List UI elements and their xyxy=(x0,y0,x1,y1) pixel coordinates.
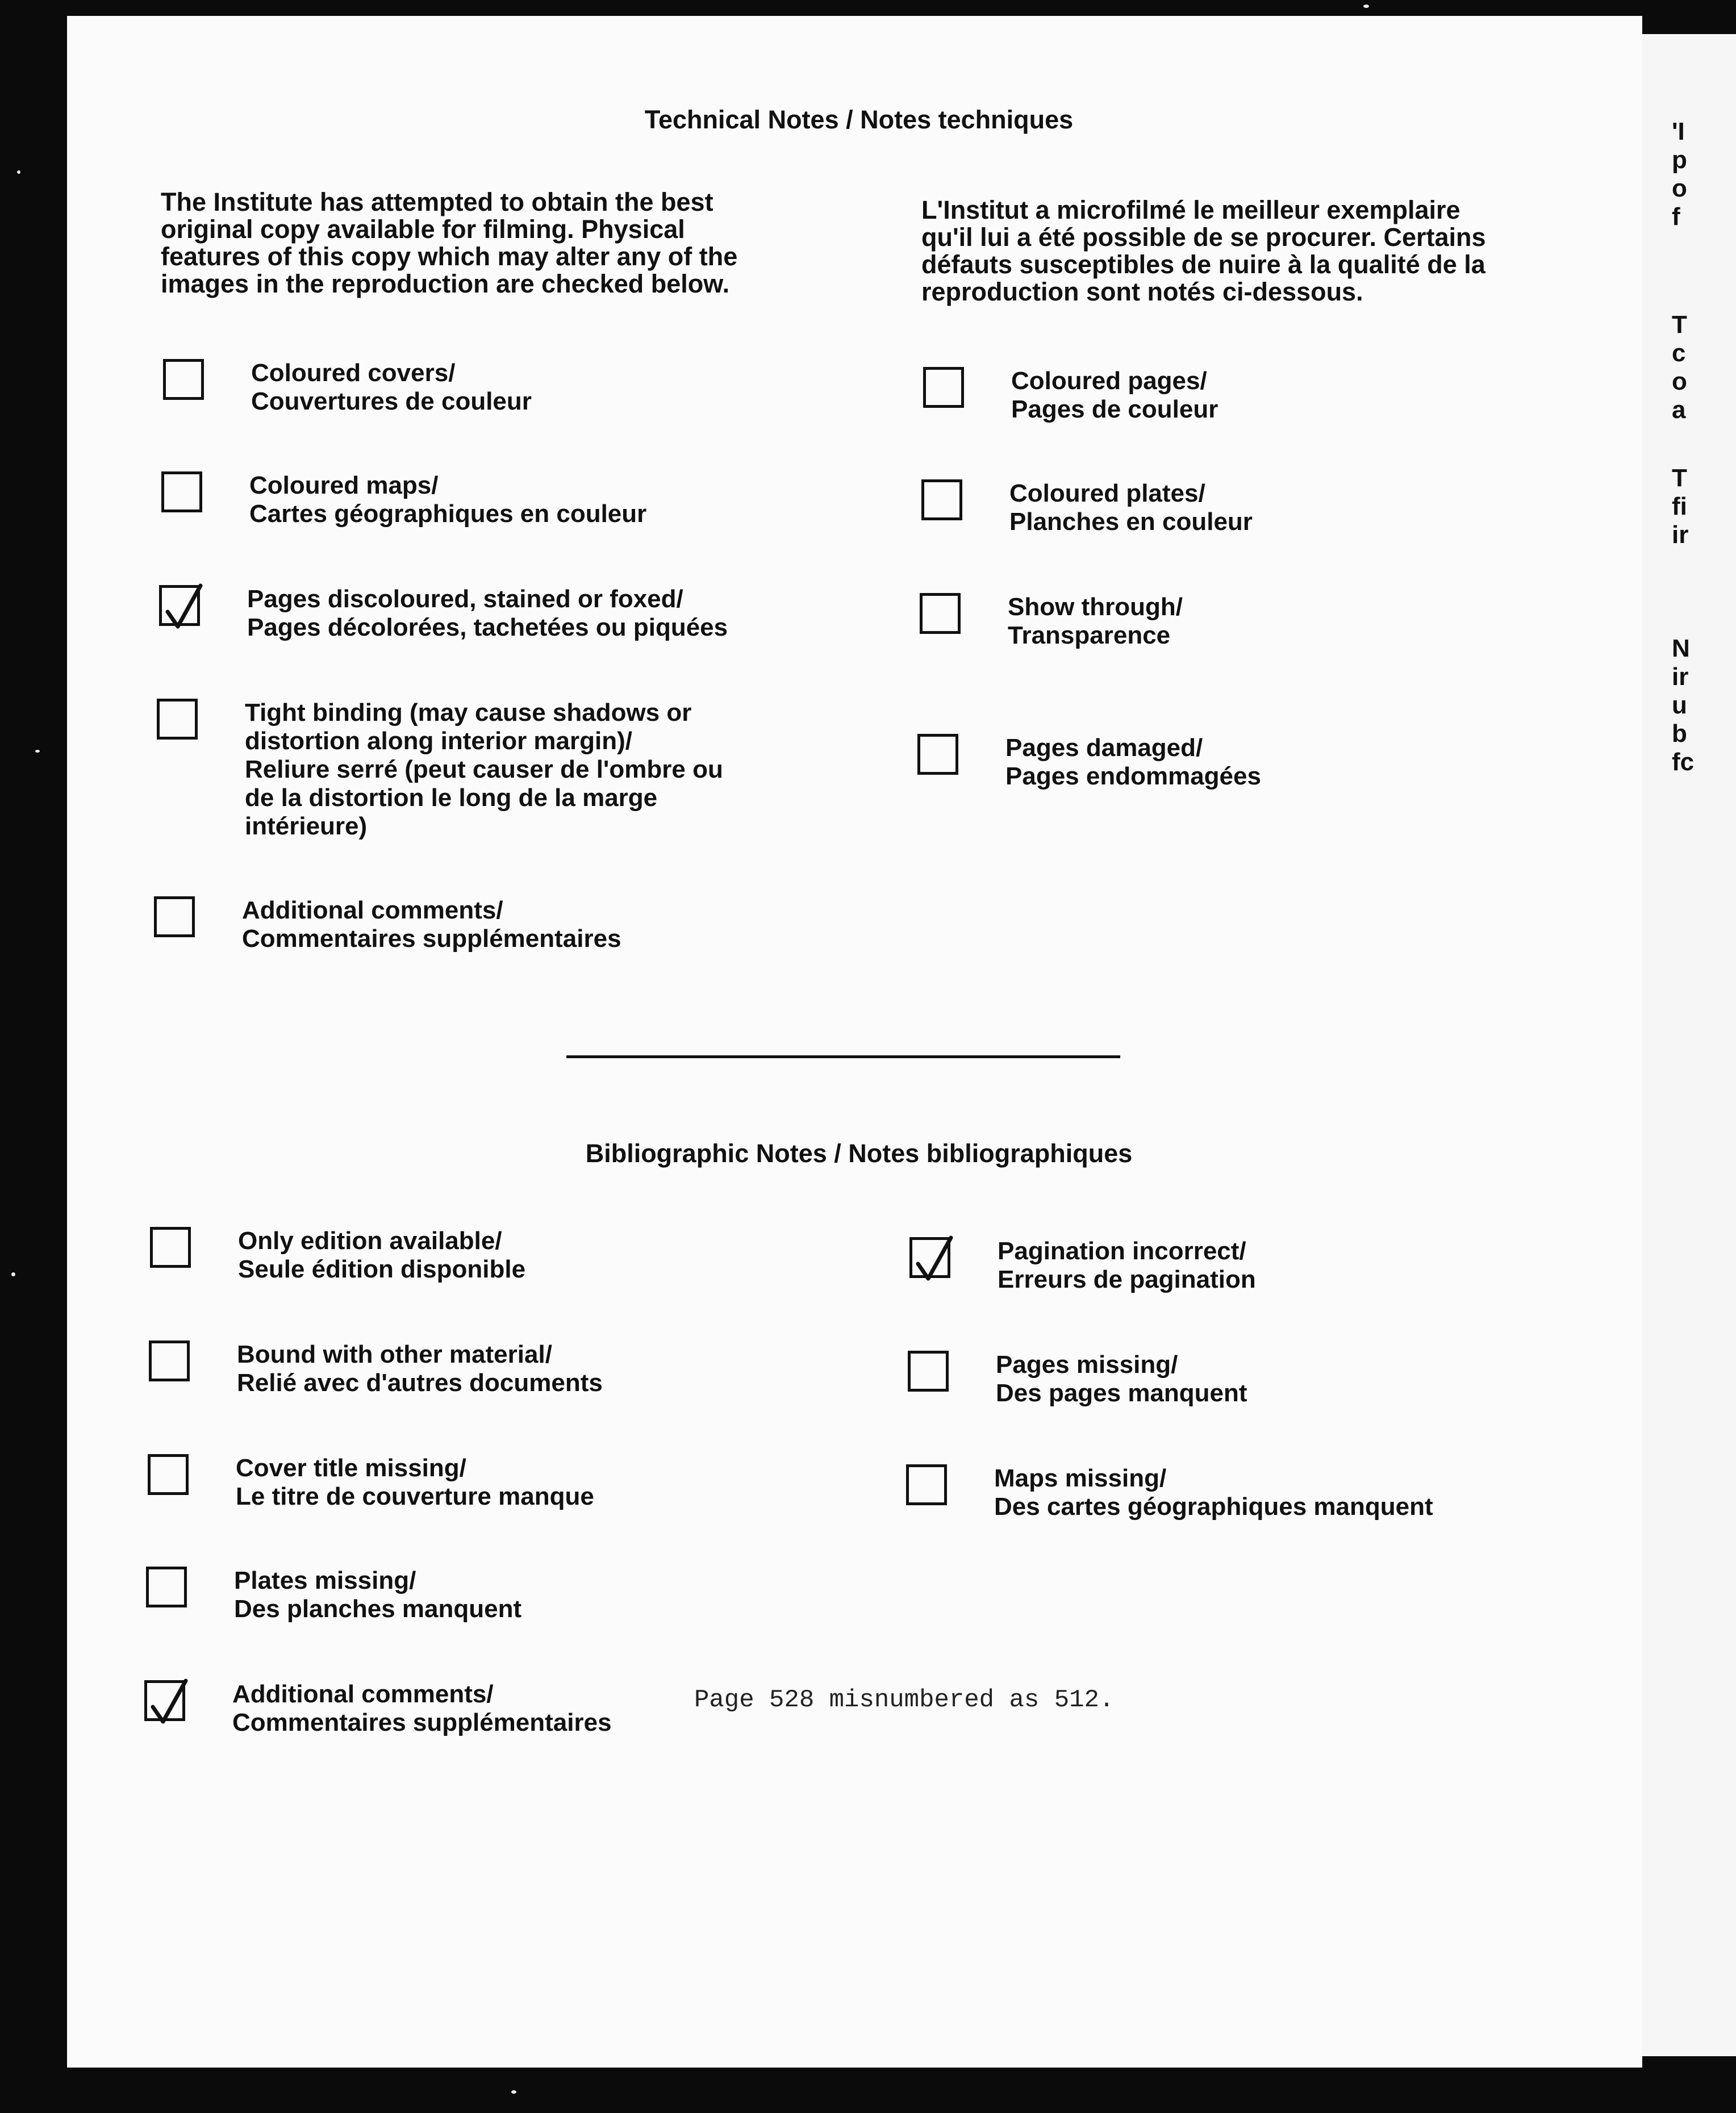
document-page xyxy=(67,16,1642,2068)
scan-speck xyxy=(11,1272,15,1276)
checkbox-icon[interactable] xyxy=(148,1454,189,1495)
checkbox-icon[interactable] xyxy=(908,1351,949,1392)
item-label: Additional comments/ Commentaires supplémentaires xyxy=(242,896,621,953)
adjacent-page-text: 'I xyxy=(1672,118,1685,145)
checkbox-icon[interactable] xyxy=(150,1227,191,1268)
item-label: Pagination incorrect/ Erreurs de pagination xyxy=(998,1237,1256,1293)
item-label: Pages missing/ Des pages manquent xyxy=(996,1351,1247,1407)
adjacent-page-text: b xyxy=(1672,720,1687,748)
intro-line: L'Institut a microfilmé le meilleur exemplaire xyxy=(921,195,1460,224)
checkmark-icon xyxy=(161,582,206,633)
adjacent-page-text: a xyxy=(1672,396,1686,424)
item-label: Pages damaged/ Pages endommagées xyxy=(1005,734,1261,790)
checkbox-icon[interactable] xyxy=(146,1567,187,1607)
intro-line: images in the reproduction are checked below. xyxy=(161,269,730,298)
adjacent-page-text: f xyxy=(1672,203,1680,231)
item-label: Tight binding (may cause shadows or distortion along interior margin)/ Reliure serré (peut causer de l'ombre ou de la distortion le long de la marge intérieure) xyxy=(245,699,723,840)
intro-french xyxy=(921,197,1486,306)
item-label: Coloured maps/ Cartes géographiques en couleur xyxy=(249,471,647,528)
adjacent-page-text: c xyxy=(1672,339,1686,367)
adjacent-page-text: o xyxy=(1672,174,1687,202)
bibliographic-notes-title: Bibliographic Notes / Notes bibliographiques xyxy=(585,1139,1133,1168)
item-label: Cover title missing/ Le titre de couverture manque xyxy=(236,1454,594,1510)
item-label: Additional comments/ Commentaires supplémentaires xyxy=(232,1680,612,1736)
item-label: Coloured pages/ Pages de couleur xyxy=(1011,367,1218,423)
adjacent-page-text: T xyxy=(1672,464,1687,492)
scan-speck xyxy=(17,170,20,174)
adjacent-page-text: N xyxy=(1672,634,1690,662)
intro-line: features of this copy which may alter any of the xyxy=(161,242,738,271)
adjacent-page-edge xyxy=(1642,34,1736,2056)
intro-english xyxy=(161,189,737,298)
checkbox-icon[interactable] xyxy=(920,593,961,634)
scan-speck xyxy=(1363,5,1369,8)
item-label: Only edition available/ Seule édition disponible xyxy=(238,1227,526,1283)
intro-line: original copy available for filming. Physical xyxy=(161,215,685,244)
adjacent-page-text: ir xyxy=(1672,663,1689,691)
adjacent-page-text: T xyxy=(1672,311,1687,339)
checkmark-icon xyxy=(146,1677,191,1728)
checkbox-icon[interactable] xyxy=(144,1680,185,1721)
checkmark-icon xyxy=(911,1234,957,1285)
checkbox-icon[interactable] xyxy=(157,699,198,740)
item-label: Plates missing/ Des planches manquent xyxy=(234,1567,522,1623)
checkbox-icon[interactable] xyxy=(906,1464,947,1505)
adjacent-page-text: fi xyxy=(1672,492,1687,520)
checkbox-icon[interactable] xyxy=(163,359,204,400)
checkbox-icon[interactable] xyxy=(909,1237,950,1278)
adjacent-page-text: p xyxy=(1672,146,1687,174)
intro-line: défauts susceptibles de nuire à la qualité de la xyxy=(921,250,1485,279)
item-label: Bound with other material/ Relié avec d'autres documents xyxy=(237,1341,603,1397)
checkbox-icon[interactable] xyxy=(159,585,200,626)
scan-speck xyxy=(35,750,40,753)
scan-speck xyxy=(511,2090,516,2094)
adjacent-page-text: ir xyxy=(1672,521,1689,549)
item-label: Pages discoloured, stained or foxed/ Pages décolorées, tachetées ou piquées xyxy=(247,585,728,641)
item-label: Maps missing/ Des cartes géographiques manquent xyxy=(994,1464,1433,1521)
additional-comment-text: Page 528 misnumbered as 512. xyxy=(694,1686,1115,1714)
checkbox-icon[interactable] xyxy=(154,896,195,937)
adjacent-page-text: o xyxy=(1672,368,1687,395)
checkbox-icon[interactable] xyxy=(917,734,958,775)
checkbox-icon[interactable] xyxy=(149,1341,190,1381)
checkbox-icon[interactable] xyxy=(923,367,964,408)
item-label: Show through/ Transparence xyxy=(1008,593,1183,649)
adjacent-page-text: fc xyxy=(1672,748,1695,776)
technical-notes-title: Technical Notes / Notes techniques xyxy=(644,105,1074,134)
intro-line: The Institute has attempted to obtain the best xyxy=(161,187,713,216)
intro-line: reproduction sont notés ci-dessous. xyxy=(921,277,1363,306)
adjacent-page-text: u xyxy=(1672,691,1687,719)
item-label: Coloured covers/ Couvertures de couleur xyxy=(251,359,532,415)
section-divider xyxy=(566,1055,1120,1058)
checkbox-icon[interactable] xyxy=(161,471,202,512)
item-label: Coloured plates/ Planches en couleur xyxy=(1009,479,1253,536)
intro-line: qu'il lui a été possible de se procurer. Certains xyxy=(921,223,1486,252)
checkbox-icon[interactable] xyxy=(921,479,962,520)
